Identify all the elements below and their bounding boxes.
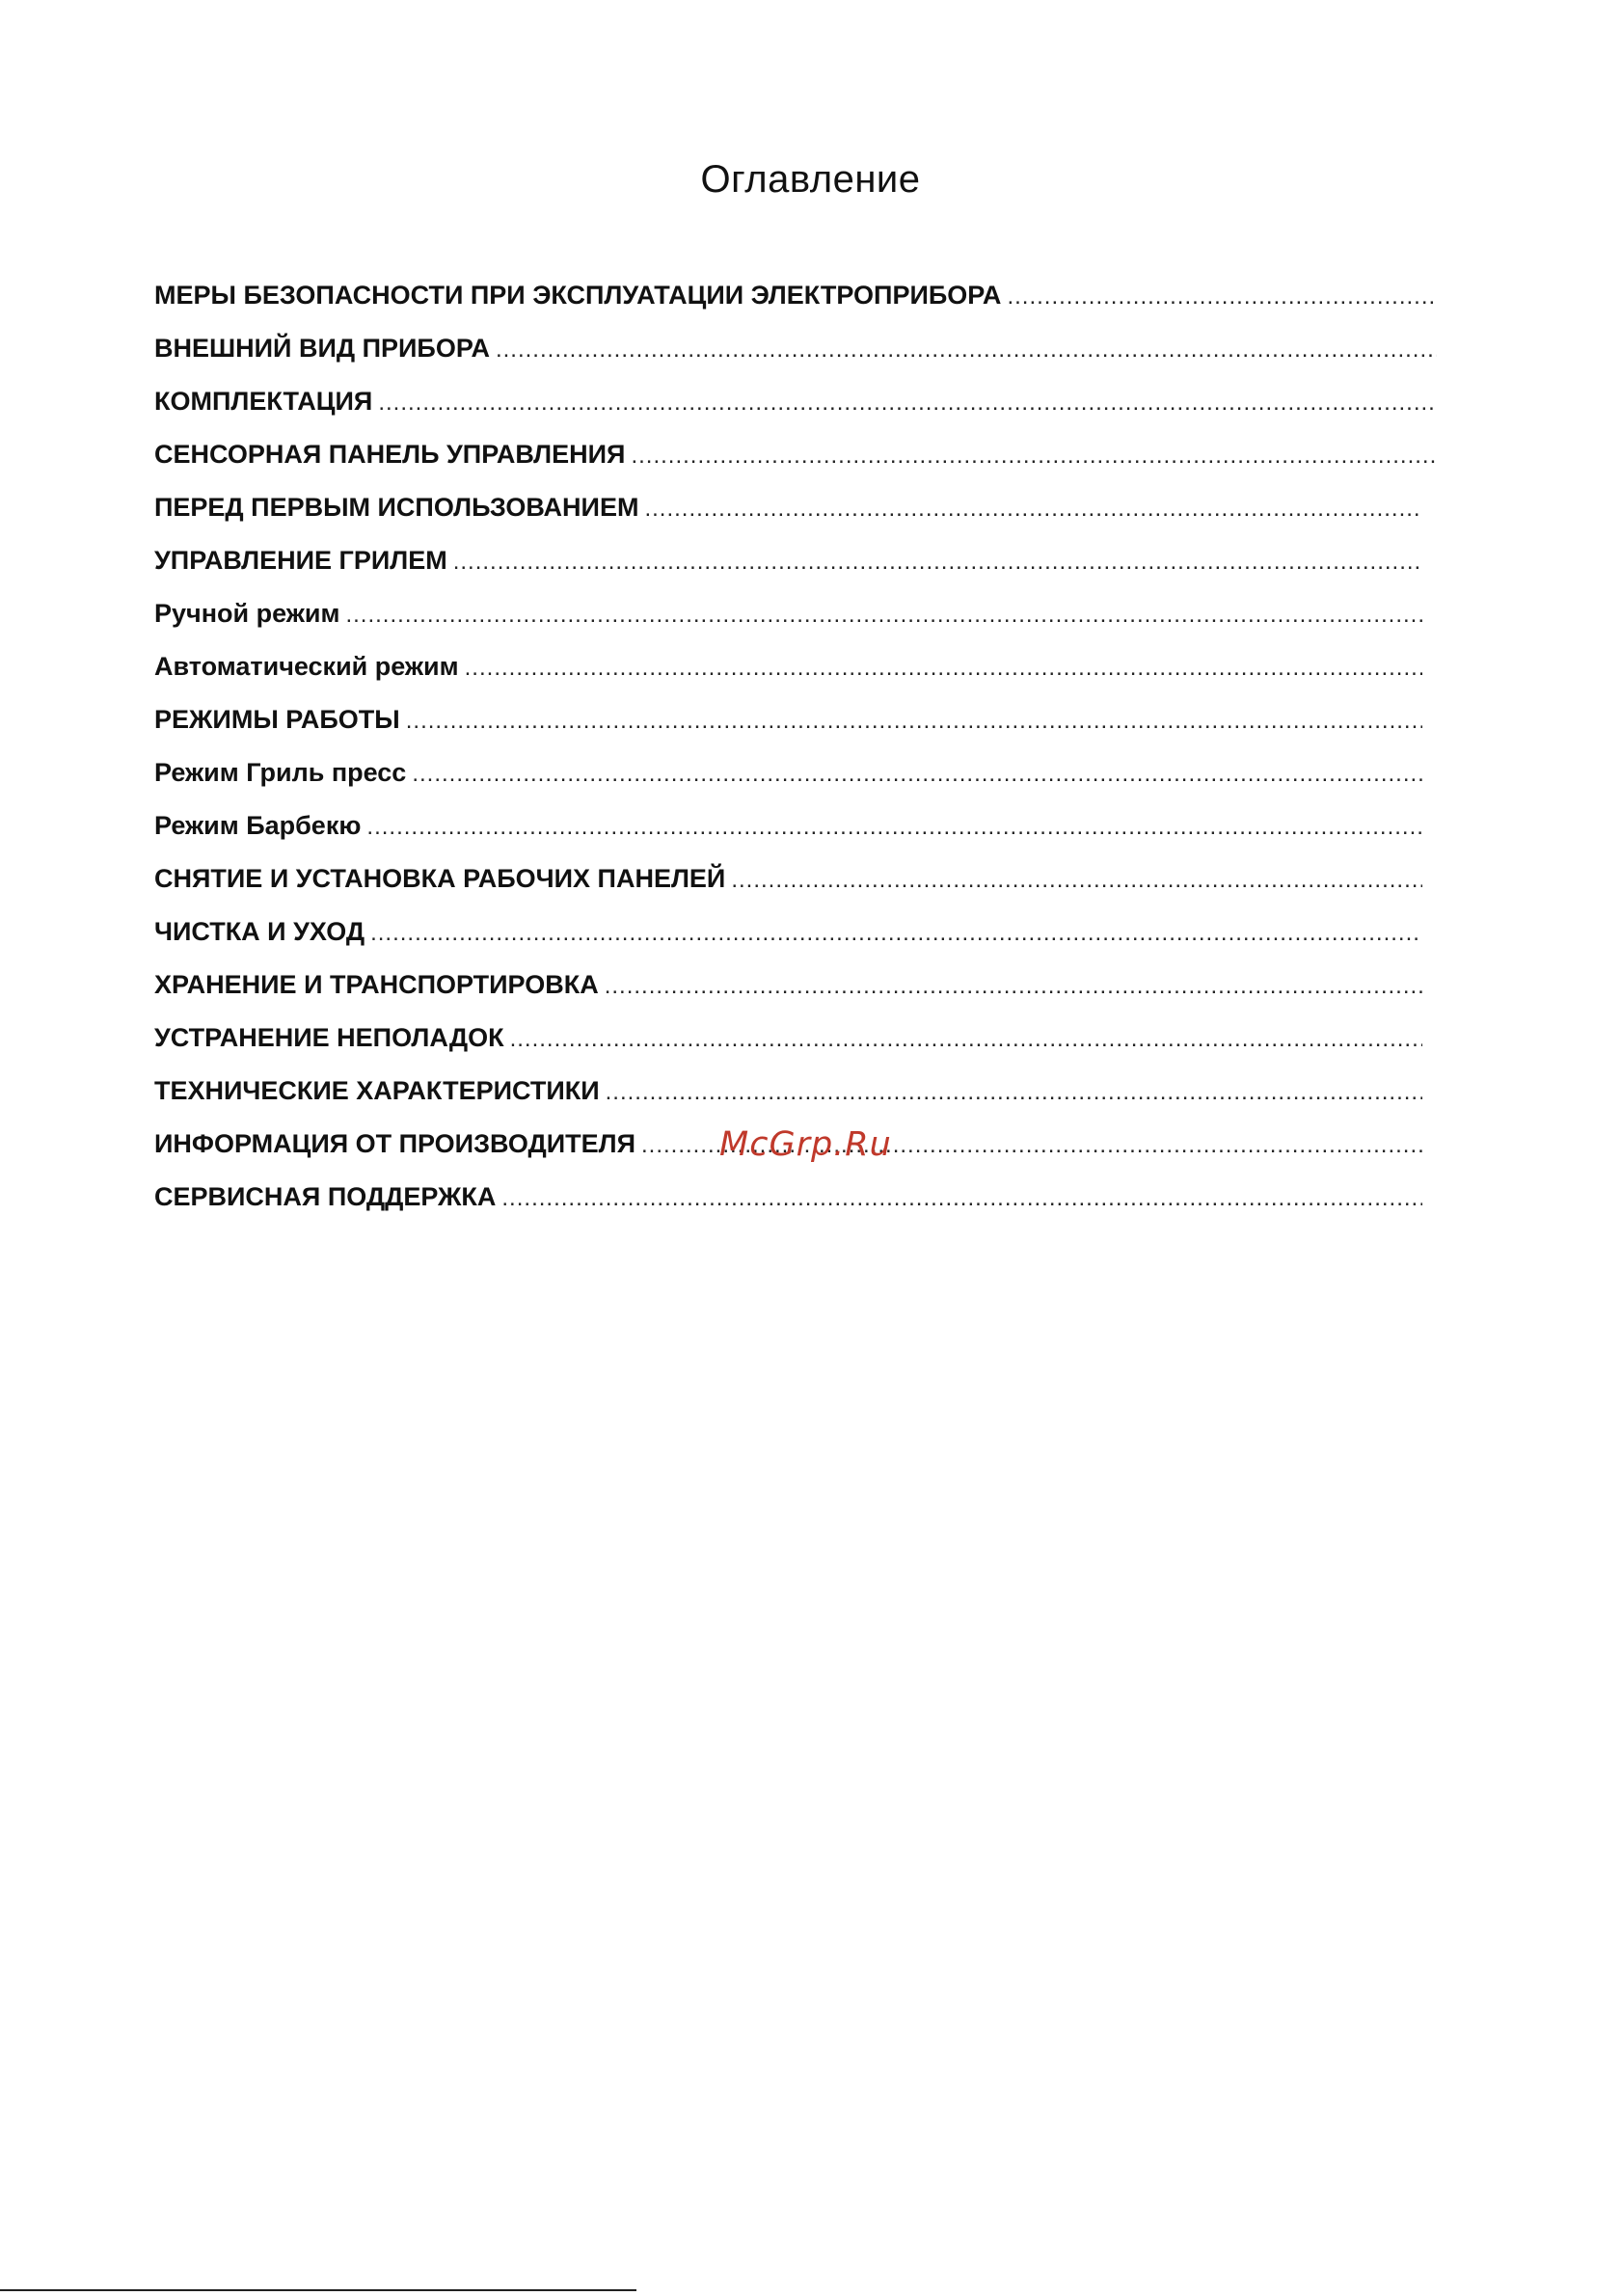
toc-entry-manual-mode[interactable] xyxy=(154,587,1422,640)
dot-leader xyxy=(496,323,1437,375)
toc-entry-label: ХРАНЕНИЕ И ТРАНСПОРТИРОВКА xyxy=(154,970,599,999)
toc-entry-label: ПЕРЕД ПЕРВЫМ ИСПОЛЬЗОВАНИЕМ xyxy=(154,493,639,522)
toc-entry-label: КОМПЛЕКТАЦИЯ xyxy=(154,387,373,416)
dot-leader xyxy=(412,747,1422,799)
footnote-divider xyxy=(0,2289,636,2291)
toc-entry-specifications[interactable] xyxy=(154,1065,1422,1118)
toc-entry-appearance[interactable] xyxy=(154,322,1437,375)
dot-leader xyxy=(370,906,1422,959)
toc-entry-label: Режим Гриль пресс xyxy=(154,758,407,787)
toc-entry-troubleshooting[interactable] xyxy=(154,1012,1422,1065)
toc-entry-cleaning[interactable] xyxy=(154,905,1422,959)
toc-entry-automatic-mode[interactable] xyxy=(154,640,1422,693)
page-title: Оглавление xyxy=(700,158,921,201)
toc-entry-storage[interactable] xyxy=(154,959,1422,1012)
toc-entry-label: ЧИСТКА И УХОД xyxy=(154,917,365,946)
dot-leader xyxy=(406,694,1422,746)
toc-entry-grill-press-mode[interactable] xyxy=(154,746,1422,799)
toc-entry-package-contents[interactable] xyxy=(154,375,1437,428)
toc-entry-operating-modes[interactable] xyxy=(154,693,1422,746)
toc-entry-label: Режим Барбекю xyxy=(154,811,362,840)
dot-leader xyxy=(605,959,1422,1012)
dot-leader xyxy=(378,376,1437,428)
dot-leader xyxy=(366,800,1422,852)
toc-entry-label: СЕНСОРНАЯ ПАНЕЛЬ УПРАВЛЕНИЯ xyxy=(154,440,626,469)
toc-entry-label: СЕРВИСНАЯ ПОДДЕРЖКА xyxy=(154,1182,497,1211)
toc-entry-label: УПРАВЛЕНИЕ ГРИЛЕМ xyxy=(154,546,447,575)
toc-entry-grill-control[interactable] xyxy=(154,534,1422,587)
toc-entry-label: Автоматический режим xyxy=(154,652,459,681)
dot-leader xyxy=(731,853,1422,905)
toc-entry-label: ТЕХНИЧЕСКИЕ ХАРАКТЕРИСТИКИ xyxy=(154,1076,600,1105)
dot-leader xyxy=(453,535,1422,587)
table-of-contents xyxy=(154,269,1437,1224)
toc-entry-label: УСТРАНЕНИЕ НЕПОЛАДОК xyxy=(154,1023,504,1052)
toc-entry-panel-removal[interactable] xyxy=(154,852,1422,905)
toc-entry-barbecue-mode[interactable] xyxy=(154,799,1422,852)
toc-entry-label: СНЯТИЕ И УСТАНОВКА РАБОЧИХ ПАНЕЛЕЙ xyxy=(154,864,726,893)
toc-entry-safety[interactable] xyxy=(154,269,1437,322)
toc-entry-label: ИНФОРМАЦИЯ ОТ ПРОИЗВОДИТЕЛЯ xyxy=(154,1129,635,1158)
dot-leader xyxy=(1007,270,1437,322)
dot-leader xyxy=(345,588,1422,640)
dot-leader xyxy=(465,641,1422,693)
dot-leader xyxy=(606,1066,1422,1118)
dot-leader xyxy=(644,482,1422,534)
toc-entry-label: Ручной режим xyxy=(154,599,340,628)
toc-entry-label: РЕЖИМЫ РАБОТЫ xyxy=(154,705,400,734)
dot-leader xyxy=(501,1172,1422,1224)
dot-leader xyxy=(631,429,1437,481)
toc-entry-label: МЕРЫ БЕЗОПАСНОСТИ ПРИ ЭКСПЛУАТАЦИИ ЭЛЕКТРОПРИБОРА xyxy=(154,281,1002,310)
toc-entry-label: ВНЕШНИЙ ВИД ПРИБОРА xyxy=(154,334,490,363)
watermark-logo: McGrp.Ru xyxy=(719,1125,892,1164)
toc-entry-touch-panel[interactable] xyxy=(154,428,1437,481)
toc-entry-before-first-use[interactable] xyxy=(154,481,1422,534)
dot-leader xyxy=(510,1013,1422,1065)
toc-entry-service-support[interactable] xyxy=(154,1171,1422,1224)
